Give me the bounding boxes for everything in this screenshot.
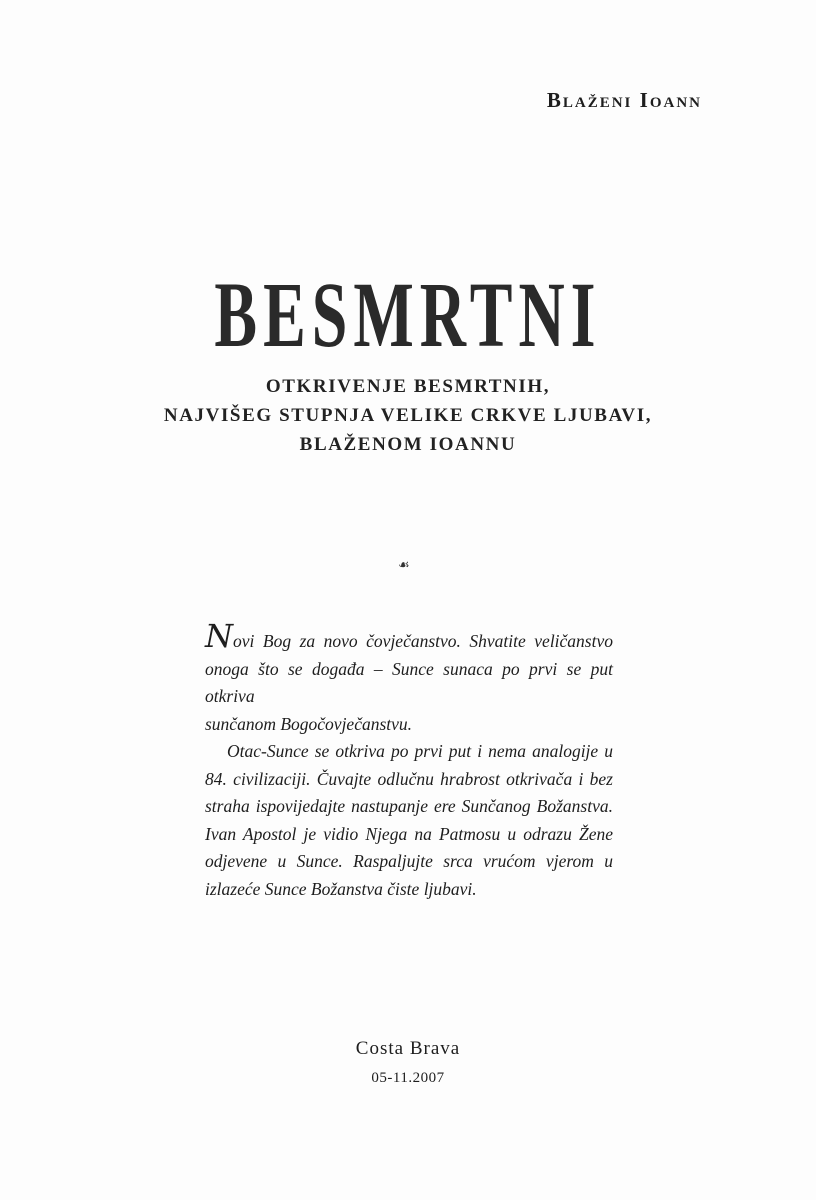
text-line — [205, 617, 613, 656]
text-line: sunčanom Bogočovječanstvu. — [205, 713, 413, 734]
text-line: Otac-Sunce se otkriva po prvi put i nema analogije u — [227, 741, 613, 761]
text-line: Ivan Apostol je vidio Njega na Patmosu u odrazu Žene — [205, 823, 613, 844]
place: Costa Brava — [355, 1038, 461, 1059]
body-text — [205, 617, 613, 903]
author-name: Blaženi Ioann — [546, 88, 702, 112]
subtitle — [0, 372, 816, 459]
date: 05-11.2007 — [371, 1070, 445, 1086]
subtitle-line: BLAŽENOM IOANNU — [299, 434, 517, 455]
text-line: onoga što se događa – Sunce sunaca po prvi se put otkriva — [205, 658, 613, 706]
text-line: izlazeće Sunce Božanstva čiste ljubavi. — [205, 878, 477, 899]
subtitle-line: OTKRIVENJE BESMRTNIH, — [265, 376, 551, 397]
text-line-content: ovi Bog za novo čovječanstvo. Shvatite veličanstvo — [233, 631, 613, 651]
drop-cap: N — [205, 617, 233, 655]
ornament-icon: ☙ — [398, 557, 410, 572]
text-line: straha ispovijedajte nastupanje ere Sunčanog Božanstva. — [205, 796, 613, 816]
text-line: odjevene u Sunce. Raspaljujte srca vrućom vjerom u — [205, 851, 613, 871]
subtitle-line: NAJVIŠEG STUPNJA VELIKE CRKVE LJUBAVI, — [163, 405, 653, 426]
book-title: BESMRTNI — [214, 263, 602, 367]
text-line: 84. civilizaciji. Čuvajte odlučnu hrabrost otkrivača i bez — [205, 768, 613, 789]
